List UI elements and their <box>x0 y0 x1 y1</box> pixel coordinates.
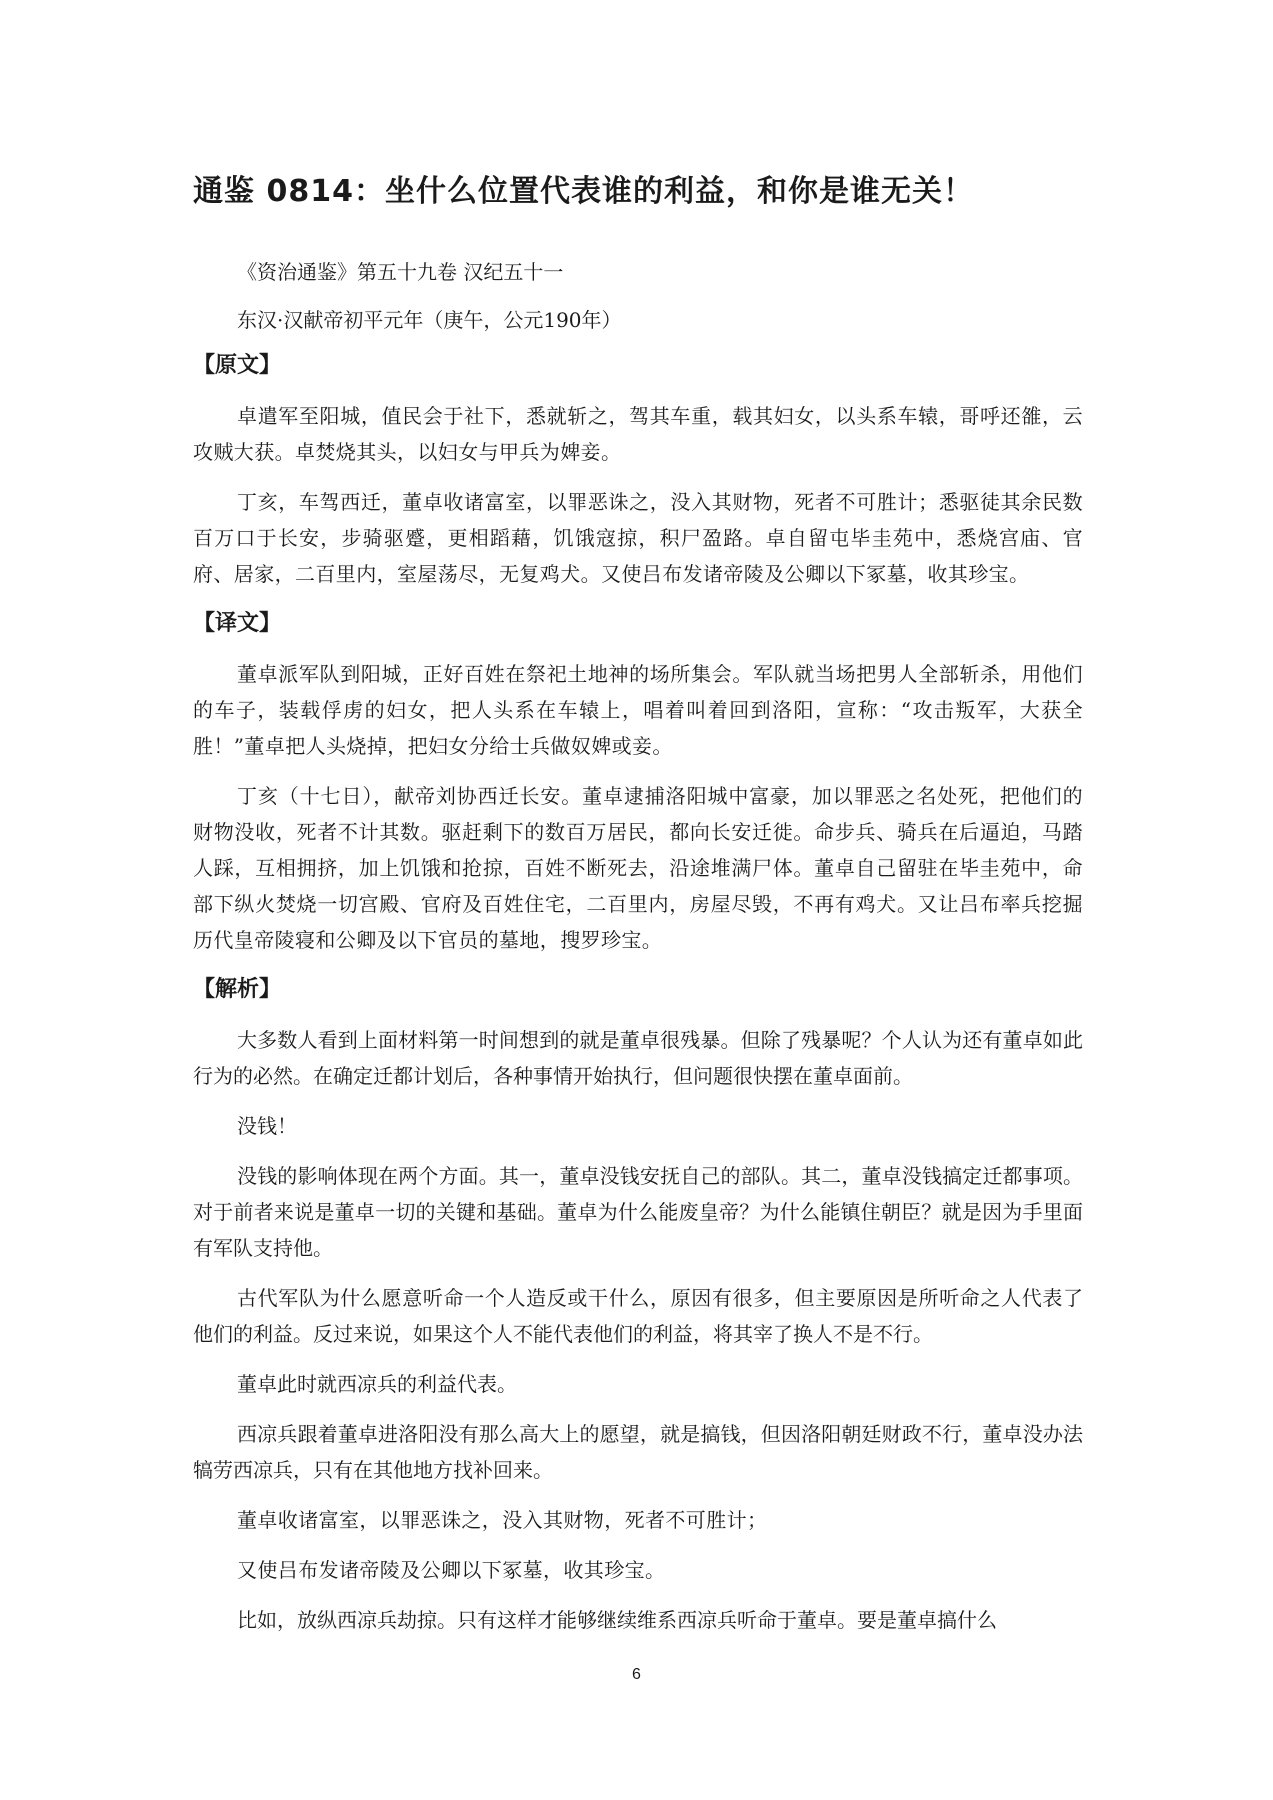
translation-paragraph: 董卓派军队到阳城，正好百姓在祭祀土地神的场所集会。军队就当场把男人全部斩杀，用他们的车子，装载俘虏的妇女，把人头系在车辕上，唱着叫着回到洛阳，宣称：“攻击叛军，大获全胜！”董卓把人头烧掉，把妇女分给士兵做奴婢或妾。 <box>193 662 1083 758</box>
analysis-paragraph: 西凉兵跟着董卓进洛阳没有那么高大上的愿望，就是搞钱，但因洛阳朝廷财政不行，董卓没办法犒劳西凉兵，只有在其他地方找补回来。 <box>193 1422 1083 1482</box>
translation-paragraph: 丁亥（十七日），献帝刘协西迁长安。董卓逮捕洛阳城中富豪，加以罪恶之名处死，把他们的财物没收，死者不计其数。驱赶剩下的数百万居民，都向长安迁徙。命步兵、骑兵在后逼迫，马踏人踩，互相拥挤，加上饥饿和抢掠，百姓不断死去，沿途堆满尸体。董卓自己留驻在毕圭苑中，命部下纵火焚烧一切宫殿、官府及百姓住宅，二百里内，房屋尽毁，不再有鸡犬。又让吕布率兵挖掘历代皇帝陵寝和公卿及以下官员的墓地，搜罗珍宝。 <box>193 784 1083 952</box>
heading-analysis: 【解析】 <box>193 977 282 1002</box>
analysis-paragraph: 董卓此时就西凉兵的利益代表。 <box>237 1372 517 1396</box>
analysis-closing-paragraph: 比如，放纵西凉兵劫掠。只有这样才能够继续维系西凉兵听命于董卓。要是董卓搞什么 <box>237 1608 997 1632</box>
source-line: 《资治通鉴》第五十九卷 汉纪五十一 <box>237 260 564 284</box>
analysis-paragraph: 大多数人看到上面材料第一时间想到的就是董卓很残暴。但除了残暴呢？个人认为还有董卓如此行为的必然。在确定迁都计划后，各种事情开始执行，但问题很快摆在董卓面前。 <box>193 1028 1083 1088</box>
document-page <box>193 170 1083 1652</box>
heading-original: 【原文】 <box>193 353 282 378</box>
quoted-passage: 又使吕布发诸帝陵及公卿以下冢墓，收其珍宝。 <box>237 1558 666 1582</box>
original-paragraph: 丁亥，车驾西迁，董卓收诸富室，以罪恶诛之，没入其财物，死者不可胜计；悉驱徒其余民数百万口于长安，步骑驱蹙，更相蹈藉，饥饿寇掠，积尸盈路。卓自留屯毕圭苑中，悉烧宫庙、官府、居家，二百里内，室屋荡尽，无复鸡犬。又使吕布发诸帝陵及公卿以下冢墓，收其珍宝。 <box>193 490 1083 586</box>
analysis-paragraph: 没钱！ <box>237 1114 297 1138</box>
original-paragraph: 卓遣军至阳城，值民会于社下，悉就斩之，驾其车重，载其妇女，以头系车辕，哥呼还雒，云攻贼大获。卓焚烧其头，以妇女与甲兵为婢妾。 <box>193 404 1083 464</box>
page-title: 通鉴 0814：坐什么位置代表谁的利益，和你是谁无关！ <box>193 174 974 209</box>
quoted-passage: 董卓收诸富室，以罪恶诛之，没入其财物，死者不可胜计； <box>237 1508 768 1532</box>
era-line: 东汉·汉献帝初平元年（庚午，公元190年） <box>237 308 622 332</box>
page-number: 6 <box>632 1666 641 1683</box>
analysis-paragraph: 没钱的影响体现在两个方面。其一，董卓没钱安抚自己的部队。其二，董卓没钱搞定迁都事项。对于前者来说是董卓一切的关键和基础。董卓为什么能废皇帝？为什么能镇住朝臣？就是因为手里面有军队支持他。 <box>193 1164 1083 1260</box>
analysis-paragraph: 古代军队为什么愿意听命一个人造反或干什么，原因有很多，但主要原因是所听命之人代表了 他们的利益。反过来说，如果这个人不能代表他们的利益，将其宰了换人不是不行。 <box>193 1286 1083 1346</box>
heading-translation: 【译文】 <box>193 611 282 636</box>
